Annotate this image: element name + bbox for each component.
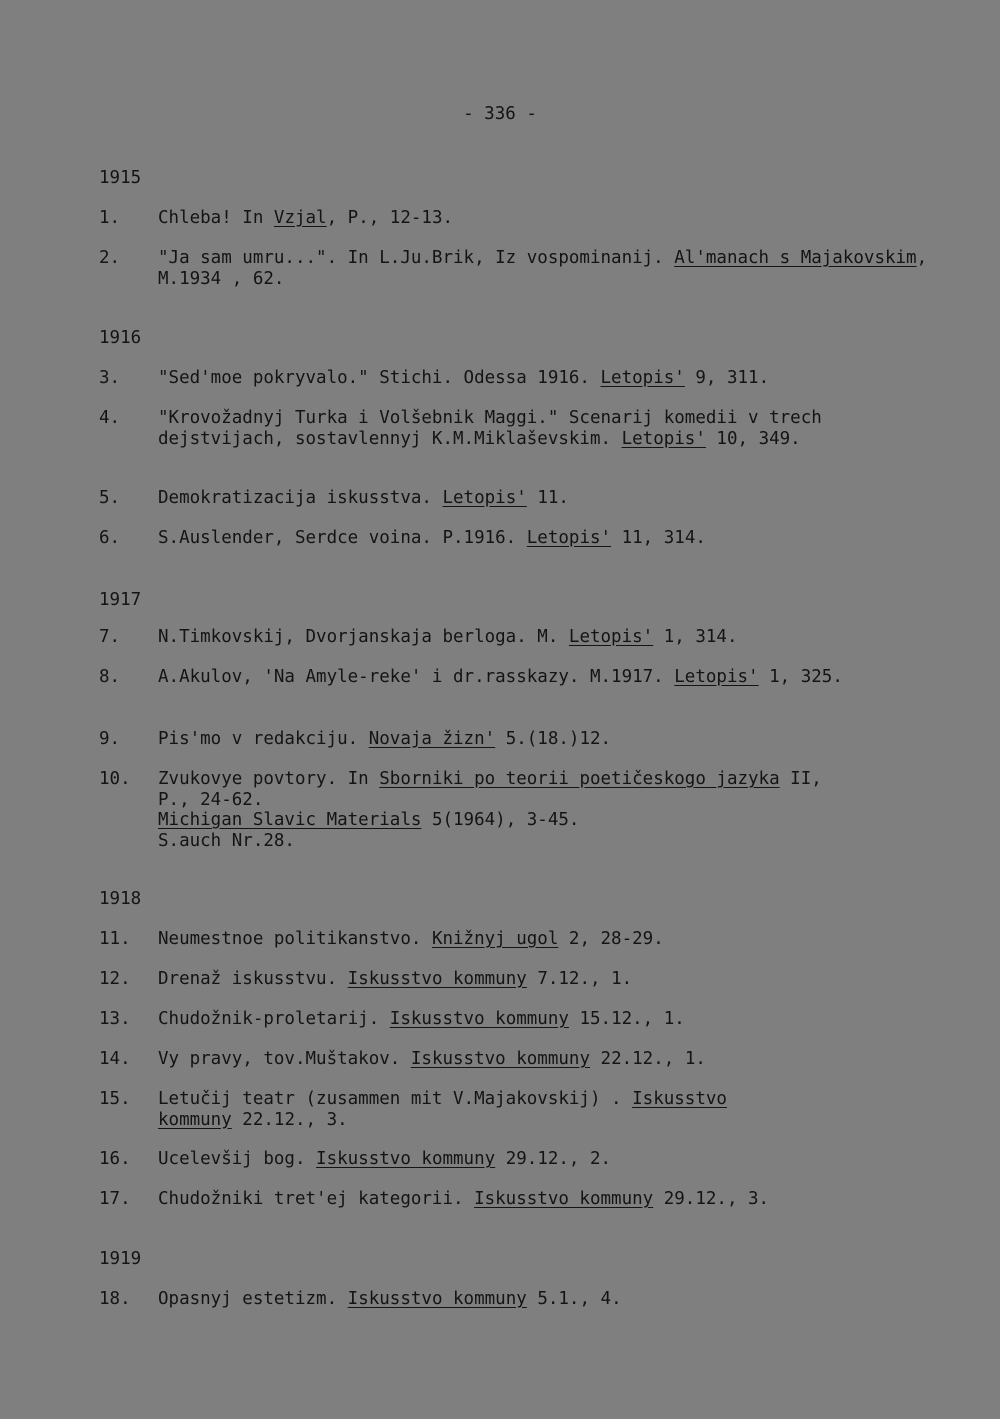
entry-line [158, 1110, 958, 1131]
entry-text: Demokratizacija iskusstva. [158, 488, 443, 508]
entry-number: 2. [99, 248, 121, 268]
entry-text: 11. [526, 488, 569, 508]
entry-text: 29.12., 3. [653, 1189, 770, 1209]
entry-text: Pis'mo v redakciju. [158, 729, 369, 749]
title-underlined: Letopis' [526, 528, 612, 548]
title-underlined: Knižnyj ugol [431, 929, 559, 949]
entry-number: 13. [99, 1009, 131, 1029]
entry-text-block [158, 1049, 958, 1070]
title-underlined: Letopis' [442, 488, 527, 508]
title-underlined: Iskusstvo kommuny [347, 969, 527, 989]
entry-text-block [158, 368, 958, 389]
entry-text: 1, 314. [653, 627, 738, 647]
entry-number: 3. [99, 368, 121, 388]
entry-text: S.auch Nr.28. [158, 830, 295, 851]
entry-number: 16. [99, 1149, 131, 1169]
entry-text: Vy pravy, tov.Muštakov. [158, 1049, 411, 1069]
entry-line [158, 1089, 958, 1110]
entry-text-block [158, 969, 958, 990]
entry-number: 15. [99, 1089, 131, 1109]
entry-text: 1, 325. [758, 667, 843, 687]
entry-text: 22.12., 1. [590, 1049, 706, 1069]
entry-text: Chudožnik-proletarij. [158, 1009, 390, 1029]
entry-text-block [158, 1149, 958, 1170]
title-underlined: kommuny [158, 1109, 232, 1130]
section-year: 1916 [99, 328, 142, 348]
section-year: 1918 [99, 889, 142, 909]
entry-text-block [158, 488, 958, 509]
title-underlined: Iskusstvo kommuny [316, 1149, 496, 1169]
entry-text: Chleba! In [158, 208, 274, 228]
entry-text-block [158, 1189, 958, 1210]
entry-text-block [158, 627, 958, 648]
page-number: - 336 - [463, 104, 537, 124]
entry-line [158, 831, 958, 852]
title-underlined: Iskusstvo kommuny [474, 1189, 654, 1209]
entry-text-block [158, 1089, 958, 1130]
title-underlined: Iskusstvo kommuny [389, 1009, 569, 1029]
entry-text-block [158, 208, 958, 229]
entry-text-block [158, 408, 958, 449]
entry-line [158, 810, 958, 831]
title-underlined: Letopis' [674, 667, 759, 687]
title-underlined: Letopis' [600, 368, 685, 388]
entry-text: "Sed'moe pokryvalo." Stichi. Odessa 1916. [158, 368, 601, 388]
title-underlined: Iskusstvo kommuny [410, 1049, 590, 1069]
entry-line [158, 790, 958, 811]
entry-text: , M.1934 , 62. [158, 248, 928, 289]
entry-text: 5.(18.)12. [495, 729, 612, 749]
section-year: 1915 [99, 168, 142, 188]
entry-number: 10. [99, 769, 131, 789]
title-underlined: Letopis' [568, 627, 654, 647]
entry-text: Opasnyj estetizm. [158, 1289, 348, 1309]
entry-text: A.Akulov, 'Na Amyle-reke' i dr.rasskazy. M.1917. [158, 667, 675, 687]
entry-text: Neumestnoe politikanstvo. [158, 929, 432, 949]
entry-text-block [158, 929, 958, 950]
entry-text: 22.12., 3. [231, 1109, 348, 1130]
title-underlined: Iskusstvo kommuny [347, 1289, 527, 1309]
entry-number: 7. [99, 627, 121, 647]
entry-text: N.Timkovskij, Dvorjanskaja berloga. M. [158, 627, 569, 647]
title-underlined: Michigan Slavic Materials [158, 810, 422, 830]
entry-text: Chudožniki tret'ej kategorii. [158, 1189, 475, 1209]
entry-text-block [158, 729, 958, 750]
section-year: 1919 [99, 1249, 142, 1269]
entry-number: 9. [99, 729, 121, 749]
entry-text: "Krovožadnyj Turka i Volšebnik Maggi." Scenarij komedii v trech dejstvijach, sostavlennyj K.M.Miklaševskim. [158, 408, 822, 449]
entry-number: 12. [99, 969, 131, 989]
entry-number: 14. [99, 1049, 131, 1069]
entry-number: 18. [99, 1289, 131, 1309]
entry-text: , P., 12-13. [326, 208, 454, 228]
entry-text: P., 24-62. [158, 789, 264, 810]
entry-number: 11. [99, 929, 131, 949]
entry-text: 9, 311. [684, 368, 770, 388]
entry-text-block [158, 248, 958, 289]
entry-text: 5(1964), 3-45. [421, 810, 580, 830]
entry-text: "Ja sam umru...". In L.Ju.Brik, Iz vospominanij. [158, 248, 675, 268]
entry-text-block [158, 1009, 958, 1030]
entry-text: 29.12., 2. [495, 1149, 612, 1169]
entry-text-block [158, 528, 958, 549]
entry-text: 11, 314. [611, 528, 706, 548]
entry-text-block [158, 1289, 958, 1310]
entry-number: 5. [99, 488, 121, 508]
entry-text: 10, 349. [705, 428, 801, 449]
title-underlined: Vzjal [273, 208, 327, 228]
title-underlined: Novaja žizn' [368, 729, 496, 749]
section-year: 1917 [99, 590, 142, 610]
entry-text: II, [779, 769, 822, 789]
entry-text: 2, 28-29. [558, 929, 664, 949]
entry-text: Letučij teatr (zusammen mit V.Majakovskij) . [158, 1089, 633, 1109]
entry-number: 6. [99, 528, 121, 548]
entry-number: 17. [99, 1189, 131, 1209]
entry-text-block [158, 769, 958, 851]
title-underlined: Iskusstvo [632, 1089, 727, 1109]
entry-text: 7.12., 1. [526, 969, 633, 989]
title-underlined: Sborniki po teorii poetičeskogo jazyka [379, 769, 780, 789]
entry-text-block [158, 667, 958, 688]
entry-text: Drenaž iskusstvu. [158, 969, 348, 989]
entry-text: 15.12., 1. [568, 1009, 685, 1029]
entry-number: 1. [99, 208, 121, 228]
entry-number: 8. [99, 667, 121, 687]
entry-text: Zvukovye povtory. In [158, 769, 380, 789]
entry-text: S.Auslender, Serdce voina. P.1916. [158, 528, 527, 548]
entry-text: Ucelevšij bog. [158, 1149, 317, 1169]
entry-text: 5.1., 4. [526, 1289, 622, 1309]
entry-line [158, 769, 958, 790]
entry-number: 4. [99, 408, 121, 428]
title-underlined: Letopis' [621, 428, 706, 449]
title-underlined: Al'manach s Majakovskim [674, 248, 917, 268]
